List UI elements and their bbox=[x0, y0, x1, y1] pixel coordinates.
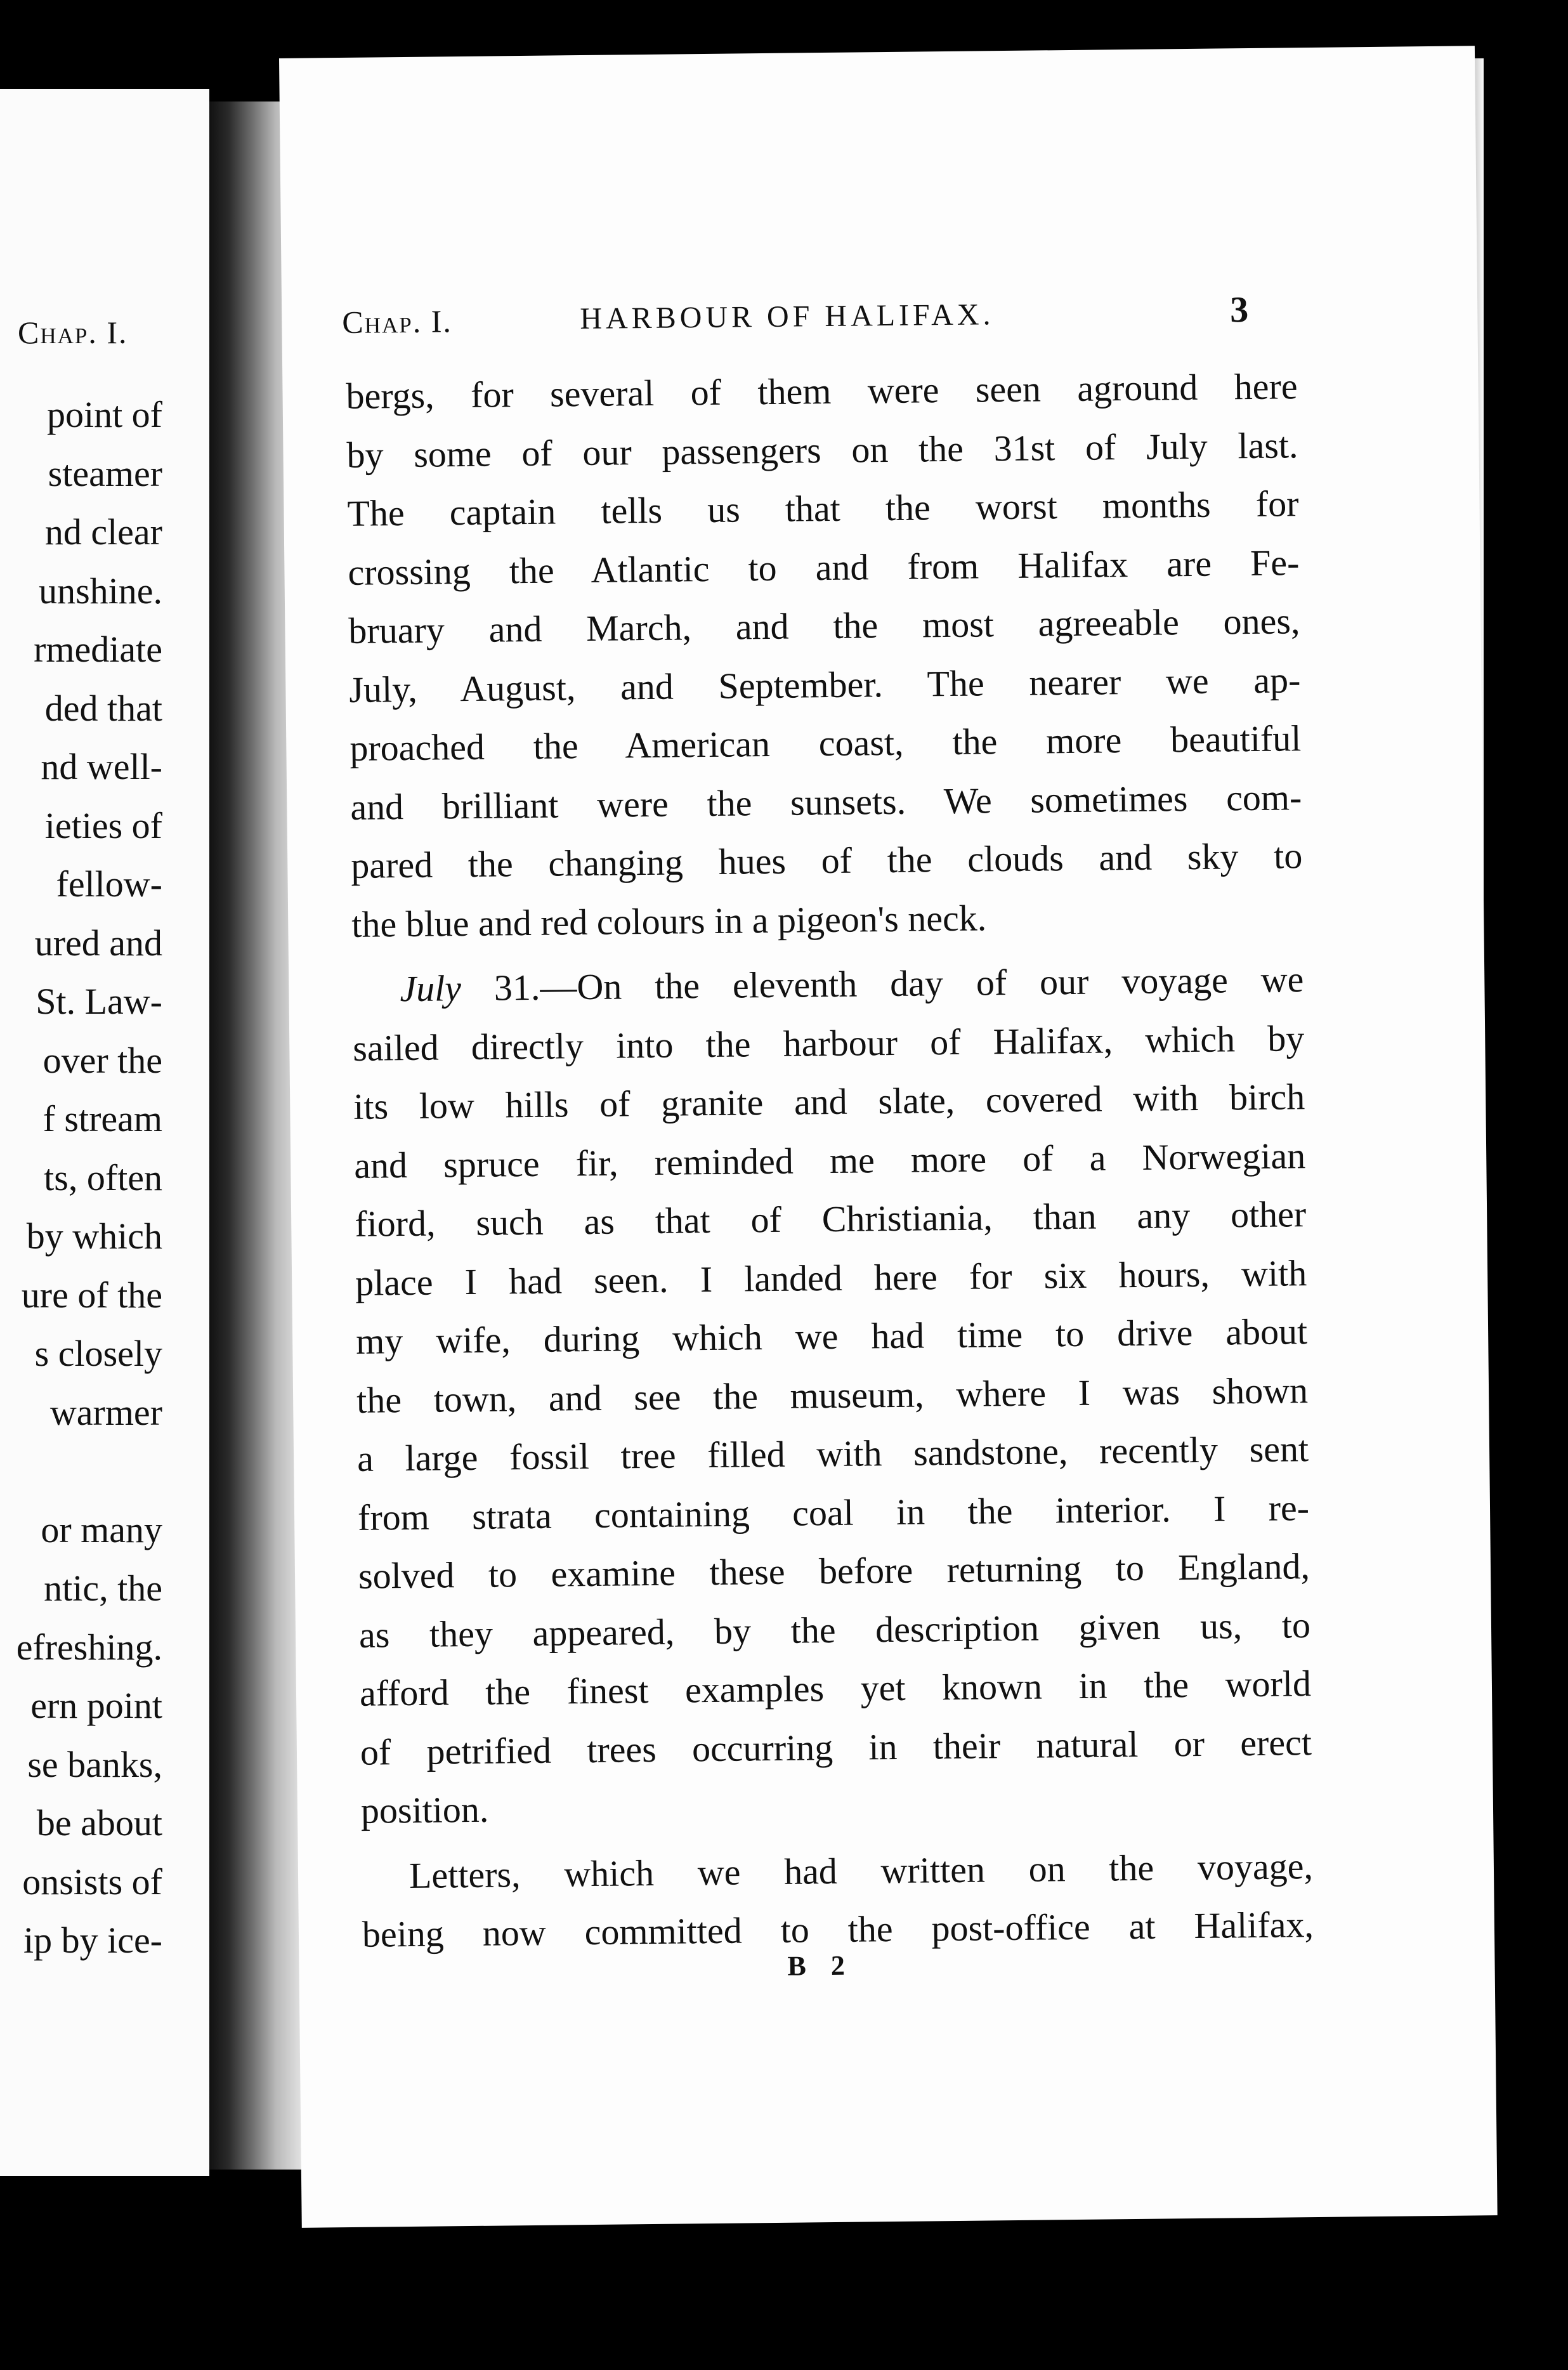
paragraph-3 bbox=[362, 1837, 1314, 1965]
running-head bbox=[282, 285, 1478, 349]
left-page-line: ts, often bbox=[44, 1156, 162, 1198]
left-page-line: unshine. bbox=[39, 570, 162, 612]
left-page-line: s closely bbox=[34, 1333, 162, 1374]
left-page-line: warmer bbox=[49, 1391, 162, 1433]
signature-mark: B 2 bbox=[787, 1949, 854, 1982]
text-line: The captain tells us that the worst months for bbox=[347, 483, 1299, 534]
text-line: and brilliant were the sunsets. We sometimes com- bbox=[350, 776, 1302, 828]
text-line: by some of our passengers on the 31st of July last. bbox=[346, 424, 1298, 476]
left-page-line: steamer bbox=[48, 452, 162, 494]
left-page-line: efreshing. bbox=[16, 1626, 162, 1668]
left-page-line: be about bbox=[36, 1802, 162, 1843]
text-line: bruary and March, and the most agreeable ones, bbox=[348, 600, 1300, 651]
left-page-line: ern point bbox=[30, 1685, 162, 1726]
text-line: solved to examine these before returning to England, bbox=[358, 1545, 1310, 1597]
text-line bbox=[352, 950, 1304, 1019]
text-line: my wife, during which we had time to drive about bbox=[355, 1311, 1308, 1362]
left-page-line: fellow- bbox=[56, 863, 162, 905]
body-text bbox=[346, 357, 1314, 1964]
left-page-line: over the bbox=[42, 1039, 162, 1081]
left-page-line: ure of the bbox=[21, 1274, 162, 1316]
left-page-fragment bbox=[0, 89, 209, 2176]
left-running-head: Chap. I. bbox=[18, 315, 128, 350]
text-line: pared the changing hues of the clouds and sky to bbox=[350, 835, 1303, 886]
main-page bbox=[279, 46, 1498, 2228]
text-line: as they appeared, by the description given us, to bbox=[358, 1604, 1311, 1656]
text-line: position. bbox=[360, 1788, 489, 1831]
left-page-line: nd well- bbox=[41, 746, 162, 787]
text-line: and spruce fir, reminded me more of a Norwegian bbox=[353, 1134, 1306, 1186]
text-line: the town, and see the museum, where I was shown bbox=[356, 1369, 1309, 1421]
date-line-rest: 31.—On the eleventh day of our voyage we bbox=[461, 959, 1304, 1009]
paragraph-2 bbox=[352, 950, 1312, 1840]
text-line: from strata containing coal in the interior. I re- bbox=[357, 1486, 1310, 1538]
left-page-line: ip by ice- bbox=[23, 1920, 162, 1961]
left-page-line: ded that bbox=[44, 687, 162, 729]
text-line: of petrified trees occurring in their natural or erect bbox=[360, 1721, 1312, 1773]
text-line: July, August, and September. The nearer we ap- bbox=[349, 658, 1301, 710]
text-line: fiord, such as that of Christiania, than any other bbox=[354, 1193, 1307, 1245]
text-line: the blue and red colours in a pigeon's neck. bbox=[351, 896, 987, 945]
text-line: Letters, which we had written on the voyage, bbox=[408, 1845, 1314, 1896]
date-italic: July bbox=[400, 967, 462, 1010]
left-page-line: by which bbox=[26, 1215, 162, 1257]
left-page-line: point of bbox=[46, 394, 162, 435]
left-page-line: or many bbox=[41, 1509, 162, 1550]
left-page-line: onsists of bbox=[22, 1861, 162, 1902]
paragraph-1 bbox=[346, 357, 1303, 954]
text-line: afford the finest examples yet known in the world bbox=[359, 1663, 1312, 1714]
text-line: its low hills of granite and slate, covered with birch bbox=[353, 1076, 1305, 1127]
left-page-line: nd clear bbox=[44, 511, 162, 553]
left-page-line: ntic, the bbox=[44, 1568, 162, 1609]
page-number: 3 bbox=[1229, 289, 1249, 331]
text-line: crossing the Atlantic to and from Halifax are Fe- bbox=[348, 541, 1300, 593]
left-page-line: f stream bbox=[42, 1098, 162, 1139]
left-page-line: ured and bbox=[34, 922, 162, 964]
left-page-line: ieties of bbox=[44, 804, 162, 846]
text-line: bergs, for several of them were seen aground here bbox=[346, 365, 1298, 417]
left-page-line: se banks, bbox=[27, 1743, 162, 1785]
running-title: HARBOUR OF HALIFAX. bbox=[580, 298, 995, 336]
text-line: place I had seen. I landed here for six hours, with bbox=[355, 1252, 1307, 1304]
text-line: proached the American coast, the more beautiful bbox=[350, 717, 1302, 769]
left-page-line: St. Law- bbox=[36, 981, 162, 1022]
text-line: a large fossil tree filled with sandstone, recently sent bbox=[356, 1428, 1309, 1479]
left-page-line: rmediate bbox=[34, 629, 162, 670]
text-line: sailed directly into the harbour of Halifax, which by bbox=[353, 1017, 1305, 1069]
text-line: being now committed to the post-office at Halifax, bbox=[362, 1904, 1314, 1955]
chapter-label: Chap. I. bbox=[342, 303, 453, 340]
